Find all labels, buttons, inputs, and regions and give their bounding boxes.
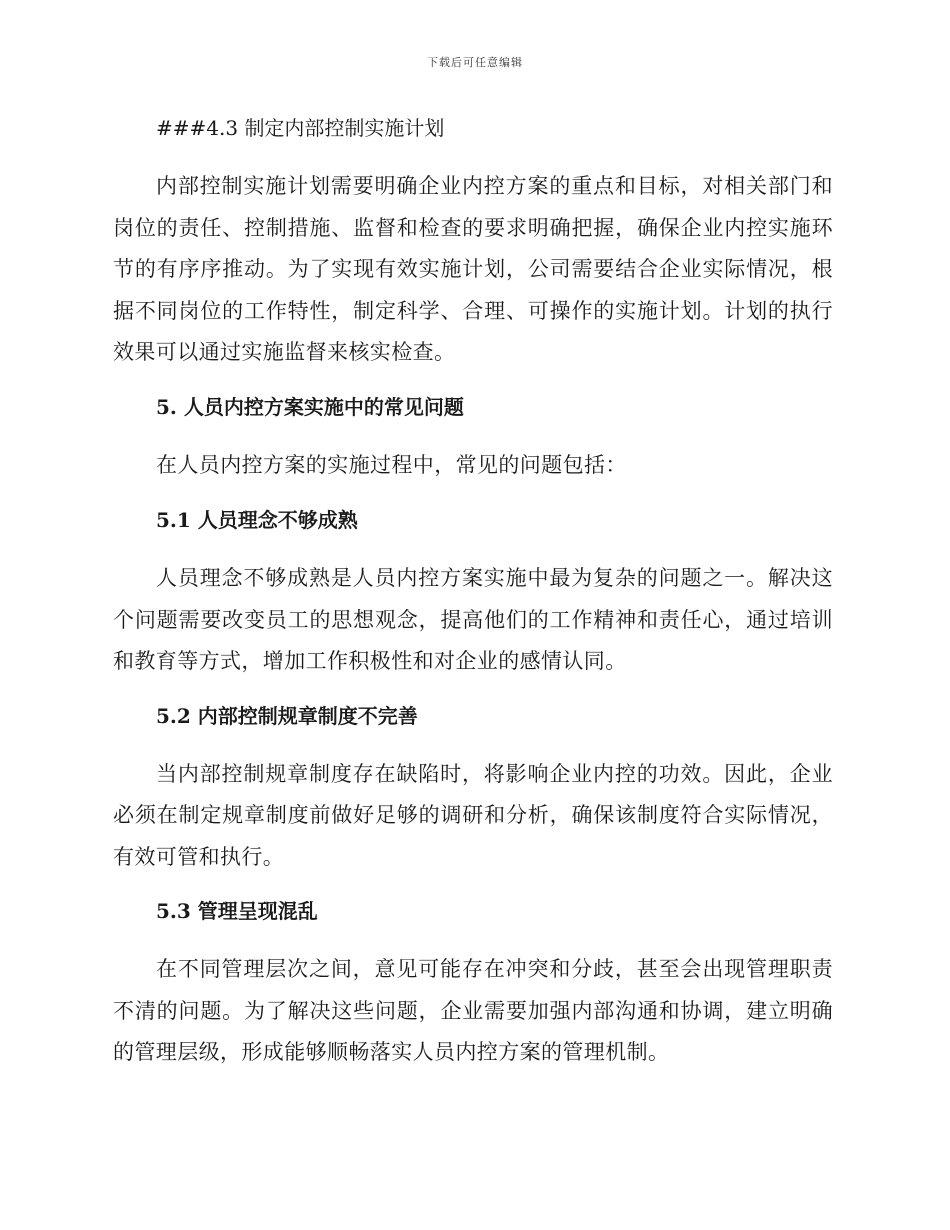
section-heading-5-2: 5.2 内部控制规章制度不完善: [156, 703, 418, 728]
section-heading-5-1: 5.1 人员理念不够成熟: [156, 508, 358, 532]
page-header-note: 下载后可任意编辑: [427, 56, 523, 69]
paragraph-5: 在人员内控方案的实施过程中，常见的问题包括：: [156, 452, 627, 477]
section-heading-4-3: ###4.3 制定内部控制实施计划: [156, 116, 445, 140]
section-heading-5: 5. 人员内控方案实施中的常见问题: [156, 394, 464, 419]
paragraph-5-2: 当内部控制规章制度存在缺陷时，将影响企业内控的功效。因此，企业必须在制定规章制度前做好足够的调研和分析，确保该制度符合实际情况，有效可管和执行。: [113, 761, 833, 869]
section-heading-5-3: 5.3 管理呈现混乱: [156, 899, 318, 923]
document-body: [113, 112, 833, 1091]
paragraph-4-3: 内部控制实施计划需要明确企业内控方案的重点和目标，对相关部门和岗位的责任、控制措施、监督和检查的要求明确把握，确保企业内控实施环节的有序序推动。为了实现有效实施计划，公司需要结合企业实际情况，根据不同岗位的工作特性，制定科学、合理、可操作的实施计划。计划的执行效果可以通过实施监督来核实检查。: [113, 174, 833, 364]
paragraph-5-1: 人员理念不够成熟是人员内控方案实施中最为复杂的问题之一。解决这个问题需要改变员工的思想观念，提高他们的工作精神和责任心，通过培训和教育等方式，增加工作积极性和对企业的感情认同。: [113, 566, 833, 673]
paragraph-5-3: 在不同管理层次之间，意见可能存在冲突和分歧，甚至会出现管理职责不清的问题。为了解决这些问题，企业需要加强内部沟通和协调，建立明确的管理层级，形成能够顺畅落实人员内控方案的管理机制。: [113, 957, 833, 1064]
